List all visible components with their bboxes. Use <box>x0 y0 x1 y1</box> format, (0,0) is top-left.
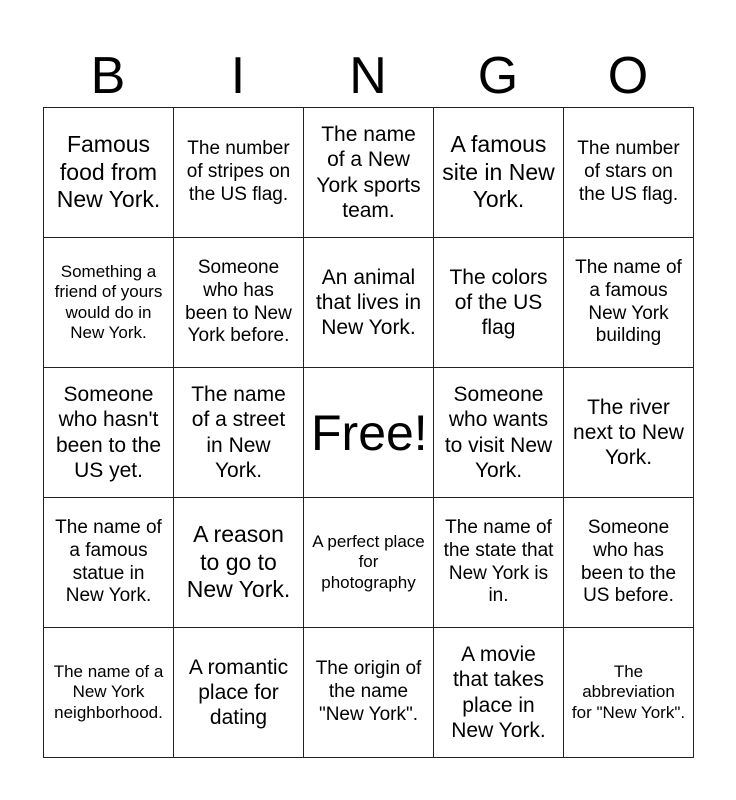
bingo-cell[interactable]: Someone who has been to the US before. <box>564 498 694 628</box>
bingo-cell[interactable]: The name of a famous statue in New York. <box>44 498 174 628</box>
bingo-header <box>43 46 693 106</box>
bingo-cell[interactable]: The number of stripes on the US flag. <box>174 108 304 238</box>
bingo-cell[interactable]: The name of a New York sports team. <box>304 108 434 238</box>
board-row <box>44 628 694 758</box>
board-row <box>44 238 694 368</box>
free-space-cell[interactable]: Free! <box>304 368 434 498</box>
bingo-cell[interactable]: Something a friend of yours would do in New York. <box>44 238 174 368</box>
header-letter-b: B <box>90 47 126 105</box>
bingo-cell[interactable]: A movie that takes place in New York. <box>434 628 564 758</box>
board-row <box>44 498 694 628</box>
bingo-cell[interactable]: A reason to go to New York. <box>174 498 304 628</box>
bingo-cell[interactable]: An animal that lives in New York. <box>304 238 434 368</box>
bingo-cell[interactable]: The name of a street in New York. <box>174 368 304 498</box>
bingo-cell[interactable]: The number of stars on the US flag. <box>564 108 694 238</box>
bingo-cell[interactable]: The name of a famous New York building <box>564 238 694 368</box>
board-row <box>44 368 694 498</box>
bingo-board <box>43 107 694 758</box>
header-letter-o: O <box>607 47 649 105</box>
bingo-cell[interactable]: The name of a New York neighborhood. <box>44 628 174 758</box>
board-row <box>44 108 694 238</box>
bingo-cell[interactable]: Someone who hasn't been to the US yet. <box>44 368 174 498</box>
bingo-cell[interactable]: Famous food from New York. <box>44 108 174 238</box>
header-letter-g: G <box>477 47 519 105</box>
bingo-cell[interactable]: A romantic place for dating <box>174 628 304 758</box>
bingo-cell[interactable]: Someone who wants to visit New York. <box>434 368 564 498</box>
bingo-cell[interactable]: The name of the state that New York is in. <box>434 498 564 628</box>
bingo-cell[interactable]: A perfect place for photography <box>304 498 434 628</box>
bingo-cell[interactable]: The river next to New York. <box>564 368 694 498</box>
header-letter-i: I <box>230 47 246 105</box>
header-letter-n: N <box>349 47 387 105</box>
bingo-cell[interactable]: The colors of the US flag <box>434 238 564 368</box>
bingo-cell[interactable]: The origin of the name "New York". <box>304 628 434 758</box>
bingo-cell[interactable]: The abbreviation for "New York". <box>564 628 694 758</box>
bingo-cell[interactable]: A famous site in New York. <box>434 108 564 238</box>
bingo-cell[interactable]: Someone who has been to New York before. <box>174 238 304 368</box>
